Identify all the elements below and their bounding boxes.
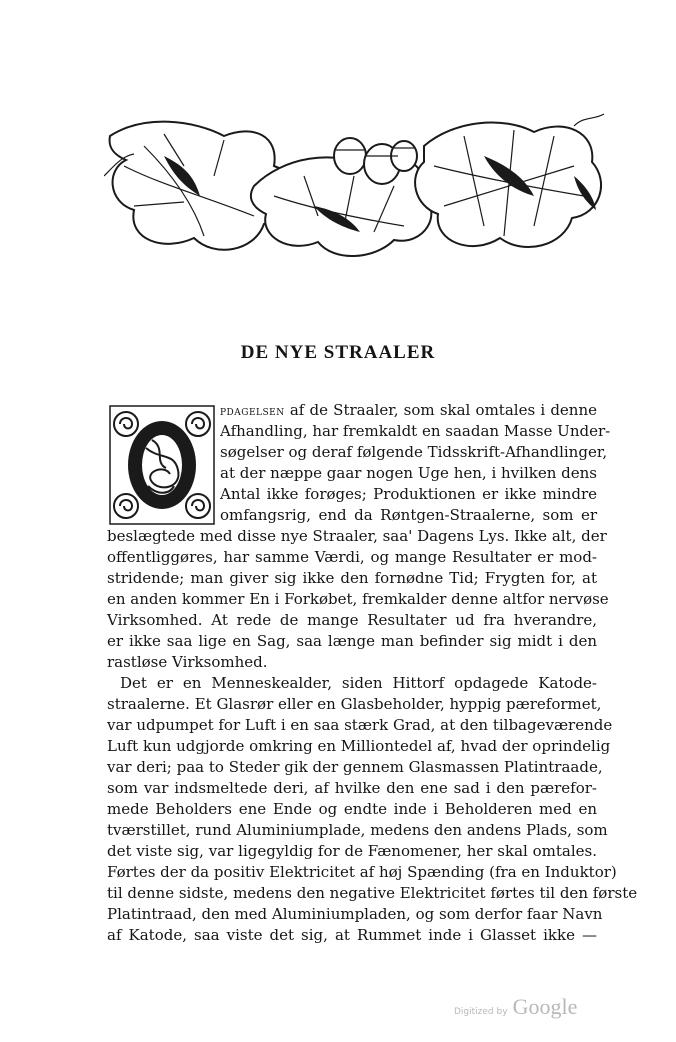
text-line: offentliggøres, har samme Værdi, og mange Resultater er mod- — [107, 548, 597, 566]
text-line: som var indsmeltede deri, af hvilke den ene sad i den pærefor- — [107, 779, 597, 797]
text-line: beslægtede med disse nye Straaler, saa' Dagens Lys. Ikke alt, der — [107, 527, 607, 545]
acorn-1 — [334, 138, 366, 174]
text-line: straalerne. Et Glasrør eller en Glasbeholder, hyppig pæreformet, — [107, 695, 602, 713]
text-line: Førtes der da positiv Elektricitet af høj Spænding (fra en Induktor) — [107, 863, 617, 881]
text-line: af Katode, saa viste det sig, at Rummet inde i Glasset ikke — — [107, 926, 597, 944]
text-line: Platintraad, den med Aluminiumpladen, og som derfor faar Navn — [107, 905, 603, 923]
text-line: mede Beholders ene Ende og endte inde i Beholderen med en — [107, 800, 597, 818]
text-line: en anden kommer En i Forkøbet, fremkalder denne altfor nervøse — [107, 590, 609, 608]
text-line: søgelser og deraf følgende Tidsskrift-Afhandlinger, — [220, 443, 608, 461]
text-line: omfangsrig, end da Røntgen-Straalerne, som er — [220, 506, 597, 524]
text-line: pdagelsen af de Straaler, som skal omtales i denne — [220, 401, 597, 419]
text-line: Afhandling, har fremkaldt en saadan Masse Under- — [220, 422, 611, 440]
decorative-initial-o — [108, 404, 216, 526]
text-line: at der næppe gaar nogen Uge hen, i hvilken dens — [220, 464, 597, 482]
text-line: rastløse Virksomhed. — [107, 653, 268, 671]
digitized-watermark — [454, 994, 577, 1020]
text-line: Det er en Menneskealder, siden Hittorf opdagede Katode- — [120, 674, 597, 692]
digitized-by-text: Digitized by — [454, 1007, 508, 1017]
text-line: var udpumpet for Luft i en saa stærk Grad, at den tilbageværende — [107, 716, 613, 734]
text-line: stridende; man giver sig ikke den fornødne Tid; Frygten for, at — [107, 569, 597, 587]
oak-leaf-ornament — [104, 106, 610, 266]
initial-letter: O — [162, 465, 163, 466]
text-line: Luft kun udgjorde omkring en Milliontedel af, hvad der oprindelig — [107, 737, 611, 755]
text-line: Antal ikke forøges; Produktionen er ikke mindre — [220, 485, 597, 503]
opening-word: pdagelsen — [220, 404, 285, 419]
text-line: tværstillet, rund Aluminiumplade, medens den andens Plads, som — [107, 821, 608, 839]
page-title: DE NYE STRAALER — [240, 342, 436, 363]
text-line: er ikke saa lige en Sag, saa længe man befinder sig midt i den — [107, 632, 597, 650]
text-line: Virksomhed. At rede de mange Resultater ud fra hverandre, — [107, 611, 597, 629]
text-line: var deri; paa to Steder gik der gennem Glasmassen Platintraade, — [107, 758, 603, 776]
text-line: det viste sig, var ligegyldig for de Fænomener, her skal omtales. — [107, 842, 597, 860]
text-line: til denne sidste, medens den negative Elektricitet førtes til den første — [107, 884, 638, 902]
google-wordmark: Google — [512, 994, 578, 1019]
right-leaf — [415, 123, 601, 248]
